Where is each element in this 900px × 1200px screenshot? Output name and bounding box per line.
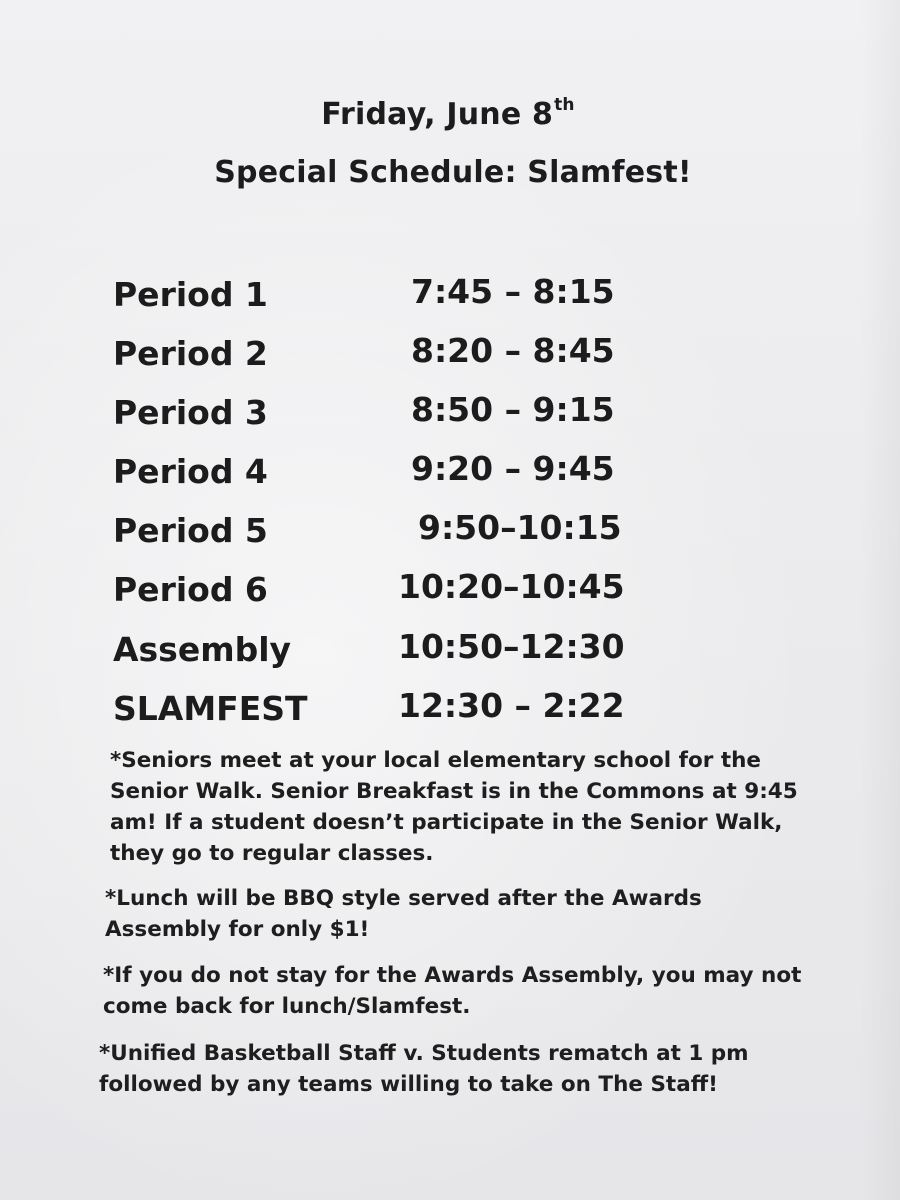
schedule-row-period-1-time: 7:45 – 8:15	[411, 272, 615, 311]
schedule-row-period-6-time: 10:20–10:45	[398, 567, 625, 606]
schedule-row-period-5-label: Period 5	[113, 511, 268, 550]
schedule-row-assembly-time: 10:50–12:30	[398, 627, 625, 666]
title-date-ordinal: th	[554, 95, 575, 115]
schedule-row-period-2-time: 8:20 – 8:45	[411, 331, 615, 370]
schedule-row-period-4-label: Period 4	[113, 452, 268, 491]
schedule-row-period-6-label: Period 6	[113, 570, 268, 609]
note-basketball-rematch: *Unified Basketball Staff v. Students rematch at 1 pm followed by any teams willing to take on The Staff!	[99, 1041, 749, 1097]
schedule-row-slamfest-time: 12:30 – 2:22	[398, 686, 625, 725]
schedule-row-period-4-time: 9:20 – 9:45	[411, 449, 615, 488]
schedule-row-period-3-label: Period 3	[113, 393, 268, 432]
schedule-row-period-2-label: Period 2	[113, 334, 268, 373]
note-awards-assembly: *If you do not stay for the Awards Assembly, you may not come back for lunch/Slamfest.	[103, 963, 802, 1019]
page-subtitle: Special Schedule: Slamfest!	[214, 155, 692, 190]
schedule-row-assembly-label: Assembly	[113, 630, 292, 669]
schedule-row-period-3-time: 8:50 – 9:15	[411, 390, 615, 429]
schedule-row-period-5-time: 9:50–10:15	[418, 508, 622, 547]
note-senior-walk: *Seniors meet at your local elementary school for the Senior Walk. Senior Breakfast is in the Commons at 9:45 am! If a student doesn’t participate in the Senior Walk, they go to regular classes.	[110, 748, 798, 866]
schedule-row-period-1-label: Period 1	[113, 275, 268, 314]
note-lunch: *Lunch will be BBQ style served after the Awards Assembly for only $1!	[105, 886, 702, 942]
schedule-row-slamfest-label: SLAMFEST	[113, 689, 308, 728]
title-date-text: Friday, June 8	[321, 97, 554, 132]
